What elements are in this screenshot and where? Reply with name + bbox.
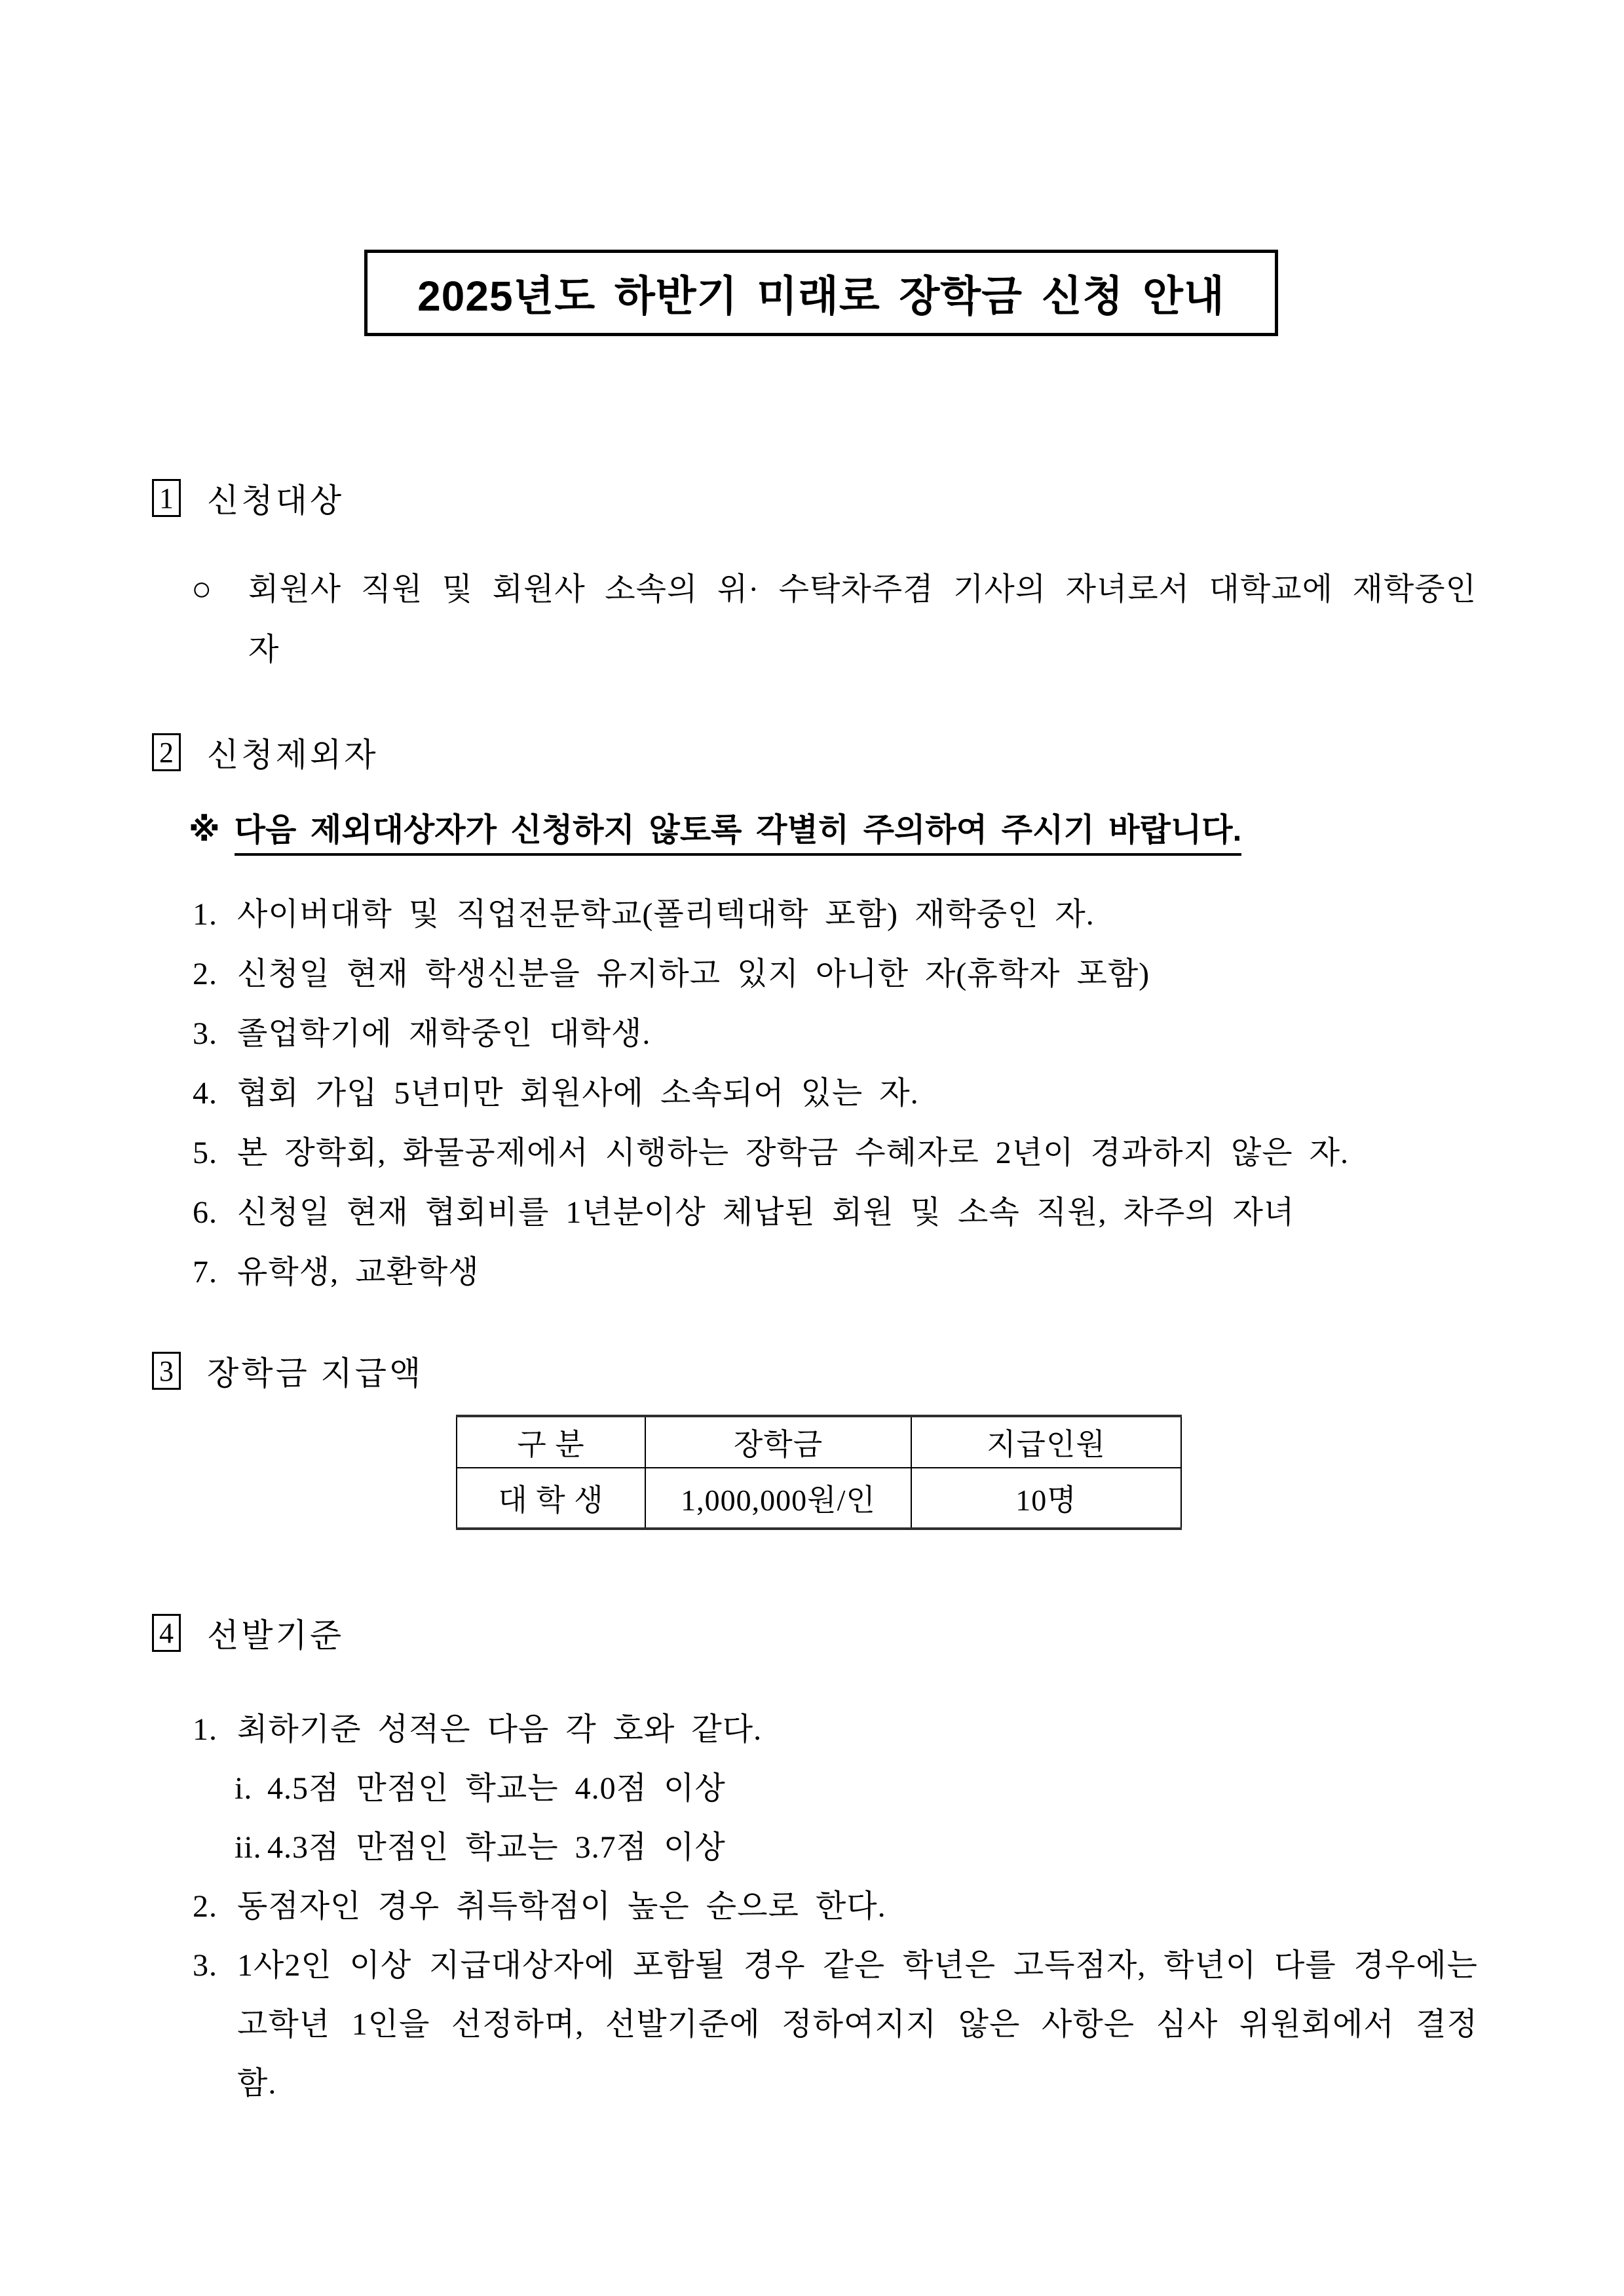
- circle-bullet-marker: ○: [191, 571, 213, 608]
- list-subitem-number: ii.: [235, 1830, 262, 1865]
- list-item: [193, 1004, 1478, 1063]
- section1-bullet-text: 회원사 직원 및 회원사 소속의 위· 수탁차주겸 기사의 자녀로서 대학교에 재학중인 자: [248, 572, 1477, 667]
- list-item-number: 4.: [193, 1076, 217, 1111]
- section1-number-box: 1: [152, 479, 181, 517]
- list-item-text: 신청일 현재 학생신분을 유지하고 있지 아니한 자(휴학자 포함): [237, 957, 1150, 991]
- list-subitem-text: 4.3점 만점인 학교는 3.7점 이상: [267, 1830, 726, 1865]
- table-cell-recipients: 10명: [911, 1468, 1181, 1529]
- section1-title: 신청대상: [207, 482, 345, 519]
- list-subitem: [235, 1759, 1478, 1818]
- list-item-number: 2.: [193, 1889, 217, 1924]
- list-item: [193, 1123, 1478, 1183]
- section3-title: 장학금 지급액: [207, 1355, 424, 1392]
- list-item-text: 사이버대학 및 직업전문학교(폴리텍대학 포함) 재학중인 자.: [237, 897, 1095, 932]
- list-item-number: 3.: [193, 1016, 217, 1051]
- section1-bullet-paragraph: [191, 560, 1477, 680]
- list-item-text: 협회 가입 5년미만 회원사에 소속되어 있는 자.: [237, 1076, 919, 1111]
- table-header-amount: 장학금: [645, 1416, 911, 1468]
- section1-header: [152, 474, 344, 522]
- list-item: [193, 944, 1478, 1004]
- table-header-category: 구 분: [457, 1416, 645, 1468]
- list-item-number: 5.: [193, 1136, 217, 1170]
- list-item-text: 유학생, 교환학생: [237, 1255, 480, 1290]
- list-item-text: 최하기준 성적은 다음 각 호와 같다.: [237, 1712, 763, 1747]
- section2-number-box: 2: [152, 733, 181, 771]
- list-item-number: 3.: [193, 1948, 217, 1983]
- scholarship-payment-table: [456, 1415, 1182, 1530]
- list-item: [193, 1877, 1478, 1936]
- exclusion-list: [193, 885, 1478, 1302]
- reference-mark-icon: ※: [189, 813, 220, 848]
- list-subitem: [235, 1818, 1478, 1877]
- list-item-text: 신청일 현재 협회비를 1년분이상 체납된 회원 및 소속 직원, 차주의 자녀: [237, 1195, 1295, 1230]
- section4-header: [152, 1609, 344, 1656]
- list-item-text: 동점자인 경우 취득학점이 높은 순으로 한다.: [237, 1889, 886, 1924]
- table-header-row: [457, 1416, 1181, 1468]
- warning-line: [189, 807, 1241, 853]
- section4-number-box: 4: [152, 1614, 181, 1652]
- selection-criteria-list: [193, 1700, 1478, 2113]
- warning-text: 다음 제외대상자가 신청하지 않토록 각별히 주의하여 주시기 바랍니다.: [235, 813, 1242, 856]
- list-item-number: 2.: [193, 957, 217, 991]
- section2-header: [152, 729, 379, 776]
- list-subitem-number: i.: [235, 1771, 253, 1806]
- list-item-text: 졸업학기에 재학중인 대학생.: [237, 1016, 651, 1051]
- section3-number-box: 3: [152, 1352, 181, 1390]
- list-item: [193, 1936, 1478, 2113]
- list-item-text: 1사2인 이상 지급대상자에 포함될 경우 같은 학년은 고득점자, 학년이 다를 경우에는 고학년 1인을 선정하며, 선발기준에 정하여지지 않은 사항은 심사 위원회에서 결정 함.: [237, 1948, 1478, 2101]
- document-title: 2025년도 하반기 미래로 장학금 신청 안내: [417, 273, 1225, 320]
- table-cell-category: 대 학 생: [457, 1468, 645, 1529]
- section4-title: 선발기준: [207, 1617, 345, 1654]
- table-cell-amount: 1,000,000원/인: [645, 1468, 911, 1529]
- list-item: [193, 1700, 1478, 1759]
- list-item-number: 1.: [193, 897, 217, 932]
- document-title-box: [364, 250, 1278, 336]
- section2-title: 신청제외자: [207, 737, 379, 773]
- list-item-number: 6.: [193, 1195, 217, 1230]
- list-item: [193, 1063, 1478, 1123]
- table-header-recipients: 지급인원: [911, 1416, 1181, 1468]
- list-item-number: 1.: [193, 1712, 217, 1747]
- section3-header: [152, 1347, 423, 1394]
- table-row: [457, 1468, 1181, 1529]
- list-subitem-text: 4.5점 만점인 학교는 4.0점 이상: [267, 1771, 726, 1806]
- list-item: [193, 885, 1478, 944]
- list-item: [193, 1183, 1478, 1242]
- list-item-text: 본 장학회, 화물공제에서 시행하는 장학금 수혜자로 2년이 경과하지 않은 자.: [237, 1136, 1350, 1170]
- list-item-number: 7.: [193, 1255, 217, 1290]
- list-item: [193, 1242, 1478, 1302]
